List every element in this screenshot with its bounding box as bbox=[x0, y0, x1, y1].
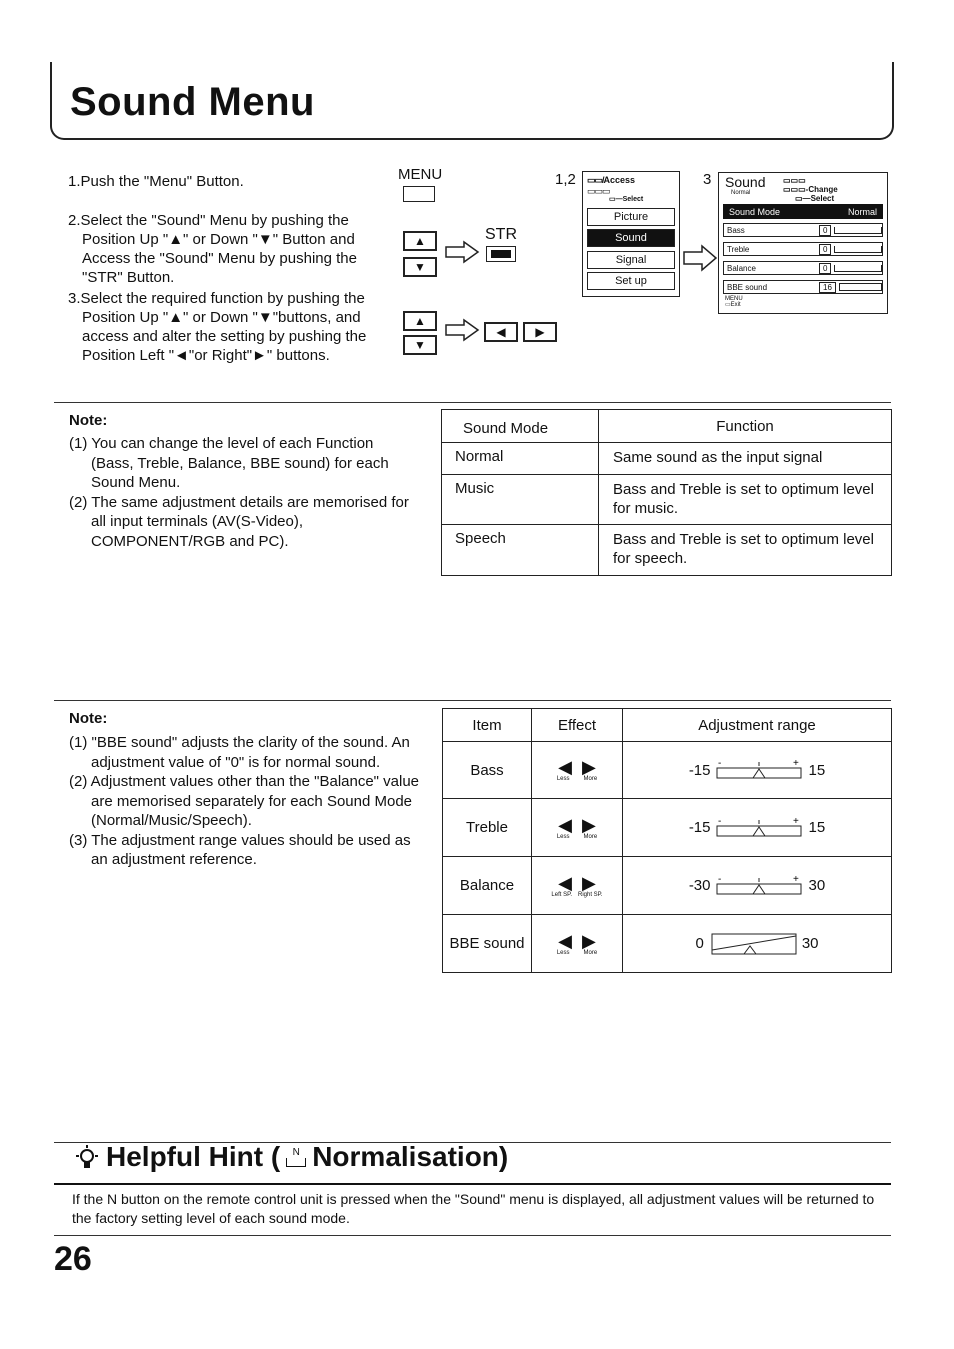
left-triangle-icon: ◀ bbox=[558, 872, 572, 893]
note2-body bbox=[69, 733, 421, 870]
osd-main-menu bbox=[582, 171, 680, 297]
range-min: -15 bbox=[688, 819, 711, 836]
effect-left-label: Less bbox=[556, 833, 570, 840]
page-title: Sound Menu bbox=[70, 80, 315, 124]
adj-item-cell: Balance bbox=[443, 857, 532, 915]
range-min: 0 bbox=[695, 935, 704, 952]
osd-main-legend: ▭▭/Access bbox=[587, 175, 636, 185]
divider bbox=[54, 700, 891, 701]
osd-main-legend-select: ▭—Select bbox=[609, 196, 644, 203]
osd-item-picture: Picture bbox=[587, 208, 675, 226]
note2-item-2: (2) Adjustment values other than the "Balance" value are memorised separately for each Sound Mode (Normal/Music/Speech). bbox=[69, 773, 420, 829]
effect-right-label: Right SP. bbox=[578, 891, 603, 898]
mode-cell: Normal bbox=[442, 443, 599, 475]
adj-range-cell bbox=[623, 857, 892, 915]
adj-effect-cell bbox=[532, 742, 623, 799]
step-3-line1: 3.Select the required function by pushing the bbox=[68, 290, 365, 307]
str-label: STR bbox=[485, 226, 517, 243]
svg-text:+: + bbox=[792, 815, 799, 827]
note2-heading: Note: bbox=[69, 710, 108, 727]
up-button-icon: ▲ bbox=[403, 231, 437, 251]
adj-header-effect: Effect bbox=[532, 709, 623, 742]
note2-item-3: (3) The adjustment range values should be used as an adjustment reference. bbox=[69, 831, 411, 868]
range-min: -15 bbox=[688, 761, 711, 779]
down-button-icon: ▼ bbox=[403, 257, 437, 277]
range-max: 15 bbox=[808, 819, 826, 836]
osd-row-bbe: BBE sound 16 bbox=[723, 280, 883, 294]
step-2-line2: Position Up "▲" or Down "▼" Button and bbox=[82, 231, 355, 248]
osd-sound-title: Sound bbox=[725, 174, 766, 190]
menu-button-icon bbox=[403, 186, 435, 202]
arrow-right-icon-2 bbox=[444, 318, 480, 342]
adj-header-range: Adjustment range bbox=[623, 709, 892, 742]
step-3-line4: Position Left "◄"or Right"►" buttons. bbox=[82, 347, 330, 364]
note1-item-2: (2) The same adjustment details are memorised for all input terminals (AV(S-Video), COMPONENT/RGB and PC). bbox=[69, 493, 409, 550]
page-number: 26 bbox=[54, 1240, 92, 1278]
adj-effect-cell bbox=[532, 915, 623, 973]
osd-main-buttons-icon: ▭▭▭ bbox=[587, 186, 610, 196]
hint-text: If the N button on the remote control unit is pressed when the "Sound" menu is displayed, all adjustment values will be returned to the factory setting level of each sound mode. bbox=[72, 1191, 875, 1226]
range-bar-icon bbox=[715, 758, 805, 782]
divider bbox=[54, 1235, 891, 1236]
effect-right-label: More bbox=[583, 776, 598, 782]
note2-item-1: (1) "BBE sound" adjusts the clarity of the sound. An adjustment value of "0" is for normal sound. bbox=[69, 734, 410, 771]
right-triangle-icon: ▶ bbox=[582, 872, 596, 893]
note1-body bbox=[69, 434, 419, 551]
note1-item-1: (1) You can change the level of each Function (Bass, Treble, Balance, BBE sound) for each Sound Menu. bbox=[69, 435, 389, 491]
effect-right-label: More bbox=[583, 833, 598, 840]
osd-item-setup: Set up bbox=[587, 272, 675, 290]
range-bar-icon bbox=[715, 816, 805, 840]
left-button-icon: ◀ bbox=[484, 322, 518, 342]
step-2-line1: 2.Select the "Sound" Menu by pushing the bbox=[68, 212, 349, 229]
adj-range-cell bbox=[623, 742, 892, 799]
right-triangle-icon: ▶ bbox=[582, 930, 596, 951]
function-cell: Same sound as the input signal bbox=[599, 443, 892, 475]
note1-heading: Note: bbox=[69, 412, 108, 429]
down-button-icon-2: ▼ bbox=[403, 335, 437, 355]
effect-left-label: Less bbox=[556, 949, 570, 956]
left-triangle-icon: ◀ bbox=[558, 757, 572, 777]
effect-left-label: Left SP. bbox=[551, 891, 572, 898]
osd-row-balance: Balance 0 bbox=[723, 261, 883, 275]
adj-range-cell bbox=[623, 915, 892, 973]
mode-table-header-function: Function bbox=[599, 410, 892, 443]
left-triangle-icon: ◀ bbox=[558, 930, 572, 951]
adj-effect-cell bbox=[532, 799, 623, 857]
mode-cell: Music bbox=[442, 475, 599, 525]
up-button-icon-2: ▲ bbox=[403, 311, 437, 331]
osd-sound-menu bbox=[718, 172, 888, 314]
hint-title-prefix: Helpful Hint ( bbox=[106, 1141, 281, 1172]
arrow-right-icon-3 bbox=[682, 244, 718, 272]
menu-label: MENU bbox=[398, 166, 443, 183]
sound-mode-table bbox=[441, 409, 892, 576]
step-2-line4: "STR" Button. bbox=[82, 269, 175, 286]
osd-item-sound: Sound bbox=[587, 229, 675, 247]
step-3-line2: Position Up "▲" or Down "▼"buttons, and bbox=[82, 309, 361, 326]
mode-table-header-mode: Sound Mode bbox=[442, 410, 599, 443]
adj-effect-cell bbox=[532, 857, 623, 915]
range-bar-icon bbox=[715, 874, 805, 898]
adjustment-table bbox=[442, 708, 892, 973]
svg-text:-: - bbox=[717, 758, 721, 769]
arrow-right-icon bbox=[444, 240, 480, 264]
step-3-line3: access and alter the setting by pushing the bbox=[82, 328, 367, 345]
svg-text:+: + bbox=[792, 758, 799, 769]
svg-text:-: - bbox=[717, 873, 721, 885]
right-triangle-icon: ▶ bbox=[582, 757, 596, 777]
osd-sound-legend: ▭▭▭ ▭▭▭-Change ▭—Select bbox=[783, 176, 838, 203]
mode-cell: Speech bbox=[442, 525, 599, 576]
range-max: 30 bbox=[808, 877, 826, 894]
hint-title-suffix: Normalisation) bbox=[312, 1141, 509, 1172]
adj-range-cell bbox=[623, 799, 892, 857]
ramp-bar-icon bbox=[708, 930, 798, 958]
range-min: -30 bbox=[688, 877, 711, 894]
divider bbox=[54, 402, 891, 403]
svg-text:-: - bbox=[717, 815, 721, 827]
adj-item-cell: BBE sound bbox=[443, 915, 532, 973]
step-12-label: 1,2 bbox=[555, 171, 576, 188]
step-2-line3: Access the "Sound" Menu by pushing the bbox=[82, 250, 357, 267]
range-max: 30 bbox=[801, 935, 819, 952]
osd-exit: MENU ▭Exit bbox=[725, 296, 743, 308]
lightbulb-icon bbox=[72, 1144, 102, 1174]
hint-title bbox=[72, 1140, 508, 1174]
left-triangle-icon: ◀ bbox=[558, 814, 572, 835]
range-max: 15 bbox=[808, 761, 826, 779]
svg-text:+: + bbox=[792, 873, 799, 885]
step-1: 1.Push the "Menu" Button. bbox=[68, 173, 244, 190]
osd-sound-mode: Normal bbox=[731, 190, 751, 196]
function-cell: Bass and Treble is set to optimum level for music. bbox=[599, 475, 892, 525]
n-button-icon: N bbox=[286, 1148, 306, 1167]
osd-row-bass: Bass 0 bbox=[723, 223, 883, 237]
right-button-icon: ▶ bbox=[523, 322, 557, 342]
adj-item-cell: Bass bbox=[443, 742, 532, 799]
osd-sound-header: Sound Mode Normal bbox=[723, 204, 883, 219]
function-cell: Bass and Treble is set to optimum level for speech. bbox=[599, 525, 892, 576]
step-3-label: 3 bbox=[703, 171, 712, 188]
adj-header-item: Item bbox=[443, 709, 532, 742]
osd-item-signal: Signal bbox=[587, 251, 675, 269]
osd-row-treble: Treble 0 bbox=[723, 242, 883, 256]
divider bbox=[54, 1183, 891, 1185]
str-button-icon bbox=[486, 246, 516, 262]
adj-item-cell: Treble bbox=[443, 799, 532, 857]
effect-left-label: Less bbox=[556, 776, 570, 782]
effect-right-label: More bbox=[583, 949, 598, 956]
right-triangle-icon: ▶ bbox=[582, 814, 596, 835]
